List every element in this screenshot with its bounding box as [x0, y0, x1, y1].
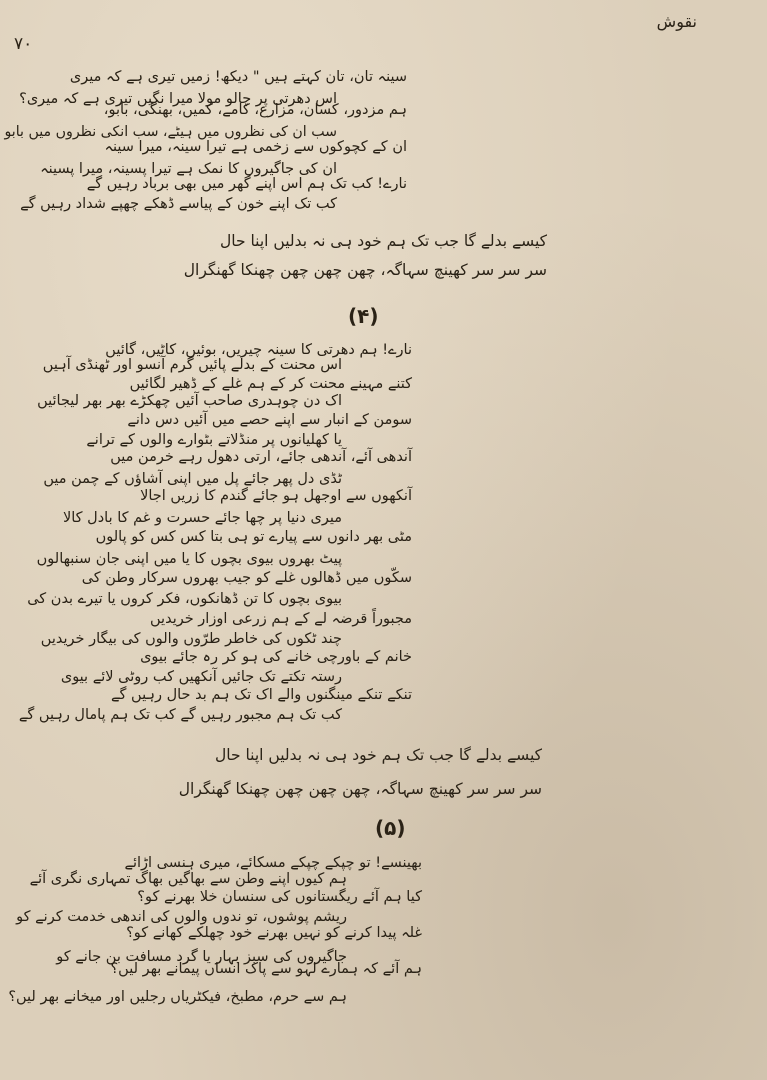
verse-line: کیا ہم آئے ریگستانوں کی سنسان خلا بھرنے کو؟ [137, 889, 422, 905]
verse-line: ریشم پوشوں، تو ندوں والوں کی اندھی خدمت کرنے کو [16, 909, 347, 925]
verse-line: میری دنیا پر چھا جائے حسرت و غم کا بادل کالا [62, 510, 342, 526]
verse-line: نارے! کب تک ہم اس اپنے گھر میں بھی برباد رہیں گے [86, 176, 407, 192]
refrain-line: کیسے بدلے گا جب تک ہم خود ہی نہ بدلیں اپنا حال [219, 232, 547, 250]
verse-line: ٹڈی دل پھر جائے پل میں اپنی آشاؤں کے چمن میں [43, 471, 342, 487]
verse-line: آندھی آئے، آندھی جائے، ارتی دھول رہے خرمن میں [110, 449, 412, 465]
verse-line: کتنے مہینے محنت کر کے ہم غلے کے ڈھیر لگائیں [129, 376, 412, 392]
verse-line: ہم کیوں اپنے وطن سے بھاگیں بھاگ تمہاری نگری آئے [29, 871, 347, 887]
stanza-number: (۵) [375, 816, 406, 840]
verse-line: مٹی بھر دانوں سے پیارے تو ہی بتا کس کس کو پالوں [95, 529, 412, 545]
verse-line: ہم سے حرم، مطبخ، فیکٹریاں رجلیں اور میخانے بھر لیں؟ [8, 989, 347, 1005]
verse-line: خانم کے باورچی خانے کی ہو کر رہ جائے بیوی [140, 649, 412, 665]
verse-line: اس دھرتی پر چالو مولا میرا نگیں تیری ہے کہ میری؟ [19, 91, 337, 107]
verse-line: آنکھوں سے اوجھل ہو جائے گندم کا زریں اجالا [140, 488, 412, 504]
verse-line: جاگیروں کی سبز بہار یا گرد مسافت بن جانے کو [56, 949, 347, 965]
verse-line: بھینسے! تو چپکے چپکے مسکائے، میری ہنسی اڑائے [124, 855, 422, 871]
verse-line: چند ٹکوں کی خاطر طرّوں والوں کی بیگار خریدیں [40, 631, 342, 647]
stanza-number: (۴) [348, 304, 379, 328]
verse-line: ہم آئے کہ ہمارے لہو سے پاک انساں پیمانے بھر لیں؟ [110, 961, 422, 977]
verse-line: مجبوراً قرضہ لے کے ہم زرعی اوزار خریدیں [150, 611, 412, 627]
verse-line: سینہ تان، تان کہتے ہیں " دیکھ! زمیں تیری ہے کہ میری [69, 69, 407, 85]
verse-line: ان کی جاگیروں کا نمک ہے تیرا پسینہ، میرا پسینہ [40, 161, 337, 177]
verse-line: نارے! ہم دھرتی کا سینہ چیریں، بوئیں، کاٹیں، گائیں [105, 342, 412, 358]
verse-line: کب تک اپنے خون کے پیاسے ڈھکے چھپے شداد رہیں گے [20, 196, 337, 212]
verse-line: سکّوں میں ڈھالوں غلے کو جیب بھروں سرکار وطن کی [81, 570, 412, 586]
refrain-line: سر سر سر کھینچ سہاگہ، چھن چھن چھن چھنکا گھنگرال [178, 780, 542, 798]
verse-line: بیوی بچوں کا تن ڈھانکوں، فکر کروں یا تیرے بدن کی [27, 591, 342, 607]
refrain-line: کیسے بدلے گا جب تک ہم خود ہی نہ بدلیں اپنا حال [214, 746, 542, 764]
magazine-title: نقوش [656, 12, 697, 31]
verse-line: تنکے تنکے مینگنوں والے اک تک ہم بد حال رہیں گے [111, 687, 412, 703]
verse-line: سب ان کی نظروں میں ہیٹے، سب انکی نظروں میں بابو [4, 124, 337, 140]
verse-line: غلہ پیدا کرنے کو نہیں بھرنے خود چھلکے کھانے کو؟ [126, 925, 422, 941]
page-number: ۷۰ [14, 34, 33, 54]
refrain-line: سر سر سر کھینچ سہاگہ، چھن چھن چھن چھنکا گھنگرال [183, 261, 547, 279]
verse-line: ہم مزدور، کسان، مزارع، کامے، کمیں، بھنگی، بابو، [103, 102, 407, 118]
verse-line: کب تک ہم مجبور رہیں گے کب تک ہم پامال رہیں گے [18, 707, 342, 723]
verse-line: رستہ تکتے تک جائیں آنکھیں کب روٹی لائے بیوی [60, 669, 342, 685]
verse-line: یا کھلیانوں پر منڈلاتے بٹوارے والوں کے ترانے [86, 432, 342, 448]
verse-line: پیٹ بھروں بیوی بچوں کا یا میں اپنی جان سنبھالوں [36, 551, 342, 567]
verse-line: سومن کے انبار سے اپنے حصے میں آئیں دس دانے [127, 412, 412, 428]
verse-line: اس محنت کے بدلے پائیں گرم آنسو اور ٹھنڈی آہیں [42, 357, 342, 373]
verse-line: ان کے کچوکوں سے زخمی ہے تیرا سینہ، میرا سینہ [104, 139, 407, 155]
verse-line: اک دن چوہدری صاحب آئیں چھکڑے بھر بھر لیجائیں [37, 393, 342, 409]
